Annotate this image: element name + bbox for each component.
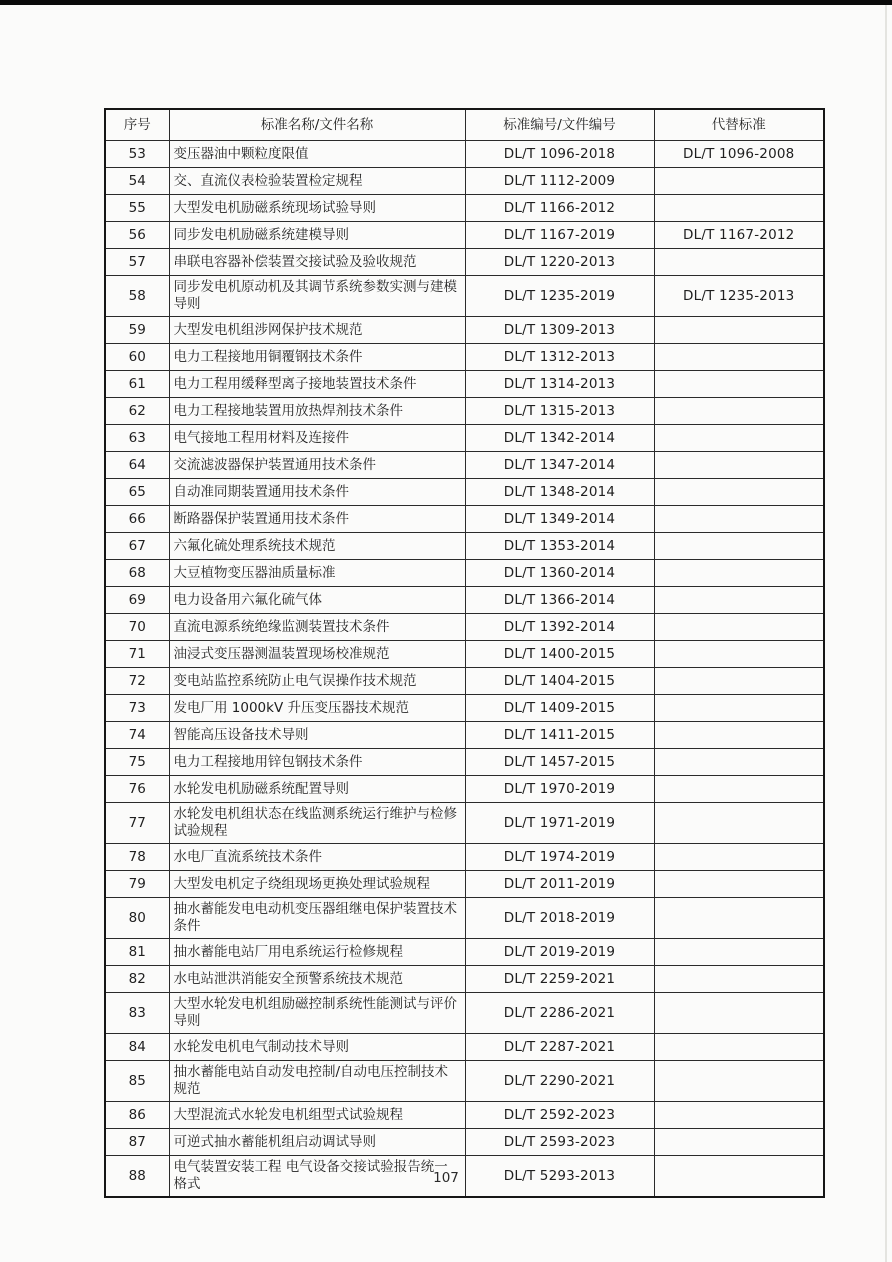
standard-code-cell: DL/T 1235-2019: [465, 276, 654, 317]
header-serial-number: 序号: [105, 109, 169, 141]
table-row: [105, 641, 824, 668]
standard-name-cell: 电力工程用缓释型离子接地装置技术条件: [169, 371, 465, 398]
replaced-standard-cell: [654, 844, 824, 871]
table-row: [105, 749, 824, 776]
standard-code-cell: DL/T 1166-2012: [465, 195, 654, 222]
standard-code-cell: DL/T 2286-2021: [465, 993, 654, 1034]
table-row: [105, 276, 824, 317]
standard-name-cell: 电力设备用六氟化硫气体: [169, 587, 465, 614]
replaced-standard-cell: [654, 614, 824, 641]
standard-code-cell: DL/T 1096-2018: [465, 141, 654, 168]
replaced-standard-cell: [654, 344, 824, 371]
table-row: [105, 614, 824, 641]
serial-number-cell: 61: [105, 371, 169, 398]
standard-name-cell: 大型发电机组涉网保护技术规范: [169, 317, 465, 344]
scan-top-edge: [0, 0, 892, 5]
serial-number-cell: 62: [105, 398, 169, 425]
standard-name-cell: 水电站泄洪消能安全预警系统技术规范: [169, 966, 465, 993]
table-row: [105, 1061, 824, 1102]
serial-number-cell: 76: [105, 776, 169, 803]
replaced-standard-cell: [654, 722, 824, 749]
replaced-standard-cell: [654, 317, 824, 344]
table-row: [105, 141, 824, 168]
replaced-standard-cell: DL/T 1167-2012: [654, 222, 824, 249]
replaced-standard-cell: [654, 249, 824, 276]
replaced-standard-cell: [654, 1129, 824, 1156]
table-row: [105, 398, 824, 425]
standard-code-cell: DL/T 1409-2015: [465, 695, 654, 722]
standard-code-cell: DL/T 1974-2019: [465, 844, 654, 871]
standard-code-cell: DL/T 1167-2019: [465, 222, 654, 249]
serial-number-cell: 72: [105, 668, 169, 695]
serial-number-cell: 73: [105, 695, 169, 722]
serial-number-cell: 88: [105, 1156, 169, 1198]
standard-code-cell: DL/T 2593-2023: [465, 1129, 654, 1156]
standard-name-cell: 电气接地工程用材料及连接件: [169, 425, 465, 452]
standard-code-cell: DL/T 1970-2019: [465, 776, 654, 803]
replaced-standard-cell: [654, 425, 824, 452]
standard-code-cell: DL/T 2287-2021: [465, 1034, 654, 1061]
standard-name-cell: 大型发电机励磁系统现场试验导则: [169, 195, 465, 222]
serial-number-cell: 67: [105, 533, 169, 560]
table-row: [105, 898, 824, 939]
serial-number-cell: 57: [105, 249, 169, 276]
standard-code-cell: DL/T 1392-2014: [465, 614, 654, 641]
table-row: [105, 668, 824, 695]
standard-code-cell: DL/T 2019-2019: [465, 939, 654, 966]
standard-name-cell: 智能高压设备技术导则: [169, 722, 465, 749]
table-row: [105, 371, 824, 398]
replaced-standard-cell: DL/T 1235-2013: [654, 276, 824, 317]
table-row: [105, 452, 824, 479]
table-row: [105, 1129, 824, 1156]
standard-code-cell: DL/T 1349-2014: [465, 506, 654, 533]
table-row: [105, 939, 824, 966]
replaced-standard-cell: [654, 939, 824, 966]
standard-code-cell: DL/T 2290-2021: [465, 1061, 654, 1102]
serial-number-cell: 79: [105, 871, 169, 898]
replaced-standard-cell: [654, 803, 824, 844]
standard-code-cell: DL/T 1342-2014: [465, 425, 654, 452]
standard-name-cell: 油浸式变压器测温装置现场校准规范: [169, 641, 465, 668]
replaced-standard-cell: [654, 993, 824, 1034]
standard-name-cell: 发电厂用 1000kV 升压变压器技术规范: [169, 695, 465, 722]
replaced-standard-cell: [654, 168, 824, 195]
replaced-standard-cell: [654, 776, 824, 803]
standard-code-cell: DL/T 2011-2019: [465, 871, 654, 898]
table-row: [105, 966, 824, 993]
standard-code-cell: DL/T 2018-2019: [465, 898, 654, 939]
standard-name-cell: 变电站监控系统防止电气误操作技术规范: [169, 668, 465, 695]
standard-name-cell: 交流滤波器保护装置通用技术条件: [169, 452, 465, 479]
serial-number-cell: 60: [105, 344, 169, 371]
serial-number-cell: 69: [105, 587, 169, 614]
standards-table-body: [105, 141, 824, 1198]
standard-name-cell: 电力工程接地装置用放热焊剂技术条件: [169, 398, 465, 425]
table-row: [105, 533, 824, 560]
standard-code-cell: DL/T 1220-2013: [465, 249, 654, 276]
table-row: [105, 722, 824, 749]
standards-table: [104, 108, 825, 1198]
standard-code-cell: DL/T 1309-2013: [465, 317, 654, 344]
serial-number-cell: 75: [105, 749, 169, 776]
table-row: [105, 844, 824, 871]
standard-name-cell: 同步发电机励磁系统建模导则: [169, 222, 465, 249]
replaced-standard-cell: [654, 898, 824, 939]
serial-number-cell: 58: [105, 276, 169, 317]
serial-number-cell: 55: [105, 195, 169, 222]
standard-name-cell: 断路器保护装置通用技术条件: [169, 506, 465, 533]
scan-right-edge: [885, 5, 887, 1262]
replaced-standard-cell: [654, 695, 824, 722]
standard-name-cell: 抽水蓄能发电电动机变压器组继电保护装置技术条件: [169, 898, 465, 939]
standard-code-cell: DL/T 1971-2019: [465, 803, 654, 844]
replaced-standard-cell: [654, 1061, 824, 1102]
standard-code-cell: DL/T 1315-2013: [465, 398, 654, 425]
replaced-standard-cell: [654, 641, 824, 668]
table-row: [105, 776, 824, 803]
standard-name-cell: 水电厂直流系统技术条件: [169, 844, 465, 871]
table-row: [105, 344, 824, 371]
standard-code-cell: DL/T 5293-2013: [465, 1156, 654, 1198]
serial-number-cell: 85: [105, 1061, 169, 1102]
replaced-standard-cell: [654, 966, 824, 993]
replaced-standard-cell: [654, 506, 824, 533]
standard-name-cell: 交、直流仪表检验装置检定规程: [169, 168, 465, 195]
table-row: [105, 560, 824, 587]
standard-name-cell: 电气装置安装工程 电气设备交接试验报告统一格式: [169, 1156, 465, 1198]
table-row: [105, 249, 824, 276]
standard-code-cell: DL/T 1314-2013: [465, 371, 654, 398]
standard-name-cell: 大型发电机定子绕组现场更换处理试验规程: [169, 871, 465, 898]
standard-name-cell: 电力工程接地用锌包钢技术条件: [169, 749, 465, 776]
standard-code-cell: DL/T 1348-2014: [465, 479, 654, 506]
standard-code-cell: DL/T 1457-2015: [465, 749, 654, 776]
serial-number-cell: 82: [105, 966, 169, 993]
replaced-standard-cell: [654, 452, 824, 479]
table-row: [105, 803, 824, 844]
standard-name-cell: 同步发电机原动机及其调节系统参数实测与建模导则: [169, 276, 465, 317]
standard-name-cell: 电力工程接地用铜覆钢技术条件: [169, 344, 465, 371]
standard-code-cell: DL/T 1312-2013: [465, 344, 654, 371]
serial-number-cell: 86: [105, 1102, 169, 1129]
replaced-standard-cell: [654, 668, 824, 695]
table-row: [105, 506, 824, 533]
replaced-standard-cell: [654, 398, 824, 425]
standard-name-cell: 抽水蓄能电站自动发电控制/自动电压控制技术规范: [169, 1061, 465, 1102]
standard-name-cell: 大豆植物变压器油质量标准: [169, 560, 465, 587]
serial-number-cell: 56: [105, 222, 169, 249]
replaced-standard-cell: [654, 195, 824, 222]
table-row: [105, 587, 824, 614]
table-row: [105, 1034, 824, 1061]
replaced-standard-cell: DL/T 1096-2008: [654, 141, 824, 168]
serial-number-cell: 54: [105, 168, 169, 195]
standard-name-cell: 水轮发电机组状态在线监测系统运行维护与检修试验规程: [169, 803, 465, 844]
standard-name-cell: 抽水蓄能电站厂用电系统运行检修规程: [169, 939, 465, 966]
serial-number-cell: 70: [105, 614, 169, 641]
table-row: [105, 871, 824, 898]
serial-number-cell: 59: [105, 317, 169, 344]
serial-number-cell: 63: [105, 425, 169, 452]
standard-code-cell: DL/T 1366-2014: [465, 587, 654, 614]
replaced-standard-cell: [654, 587, 824, 614]
serial-number-cell: 84: [105, 1034, 169, 1061]
standard-code-cell: DL/T 1400-2015: [465, 641, 654, 668]
serial-number-cell: 80: [105, 898, 169, 939]
header-standard-name: 标准名称/文件名称: [169, 109, 465, 141]
standard-code-cell: DL/T 1353-2014: [465, 533, 654, 560]
replaced-standard-cell: [654, 479, 824, 506]
standard-name-cell: 六氟化硫处理系统技术规范: [169, 533, 465, 560]
table-row: [105, 168, 824, 195]
replaced-standard-cell: [654, 371, 824, 398]
replaced-standard-cell: [654, 1102, 824, 1129]
serial-number-cell: 78: [105, 844, 169, 871]
standard-code-cell: DL/T 1411-2015: [465, 722, 654, 749]
serial-number-cell: 66: [105, 506, 169, 533]
standard-name-cell: 直流电源系统绝缘监测装置技术条件: [169, 614, 465, 641]
standard-code-cell: DL/T 1112-2009: [465, 168, 654, 195]
replaced-standard-cell: [654, 1034, 824, 1061]
table-row: [105, 195, 824, 222]
standard-name-cell: 大型水轮发电机组励磁控制系统性能测试与评价导则: [169, 993, 465, 1034]
standard-code-cell: DL/T 1360-2014: [465, 560, 654, 587]
serial-number-cell: 81: [105, 939, 169, 966]
table-row: [105, 695, 824, 722]
replaced-standard-cell: [654, 749, 824, 776]
table-row: [105, 317, 824, 344]
serial-number-cell: 53: [105, 141, 169, 168]
standard-name-cell: 自动准同期装置通用技术条件: [169, 479, 465, 506]
standard-name-cell: 大型混流式水轮发电机组型式试验规程: [169, 1102, 465, 1129]
replaced-standard-cell: [654, 560, 824, 587]
table-row: [105, 1102, 824, 1129]
table-row: [105, 479, 824, 506]
page-number: 107: [433, 1170, 459, 1186]
serial-number-cell: 68: [105, 560, 169, 587]
standard-name-cell: 变压器油中颗粒度限值: [169, 141, 465, 168]
standard-code-cell: DL/T 1347-2014: [465, 452, 654, 479]
standard-name-cell: 串联电容器补偿装置交接试验及验收规范: [169, 249, 465, 276]
header-replaced-standard: 代替标准: [654, 109, 824, 141]
standard-name-cell: 可逆式抽水蓄能机组启动调试导则: [169, 1129, 465, 1156]
standard-code-cell: DL/T 1404-2015: [465, 668, 654, 695]
table-header-row: [105, 109, 824, 141]
replaced-standard-cell: [654, 871, 824, 898]
standard-code-cell: DL/T 2592-2023: [465, 1102, 654, 1129]
serial-number-cell: 74: [105, 722, 169, 749]
standard-name-cell: 水轮发电机电气制动技术导则: [169, 1034, 465, 1061]
serial-number-cell: 77: [105, 803, 169, 844]
serial-number-cell: 87: [105, 1129, 169, 1156]
serial-number-cell: 65: [105, 479, 169, 506]
serial-number-cell: 71: [105, 641, 169, 668]
serial-number-cell: 83: [105, 993, 169, 1034]
table-row: [105, 993, 824, 1034]
standard-name-cell: 水轮发电机励磁系统配置导则: [169, 776, 465, 803]
table-row: [105, 222, 824, 249]
serial-number-cell: 64: [105, 452, 169, 479]
header-standard-code: 标准编号/文件编号: [465, 109, 654, 141]
table-row: [105, 425, 824, 452]
standard-code-cell: DL/T 2259-2021: [465, 966, 654, 993]
replaced-standard-cell: [654, 533, 824, 560]
